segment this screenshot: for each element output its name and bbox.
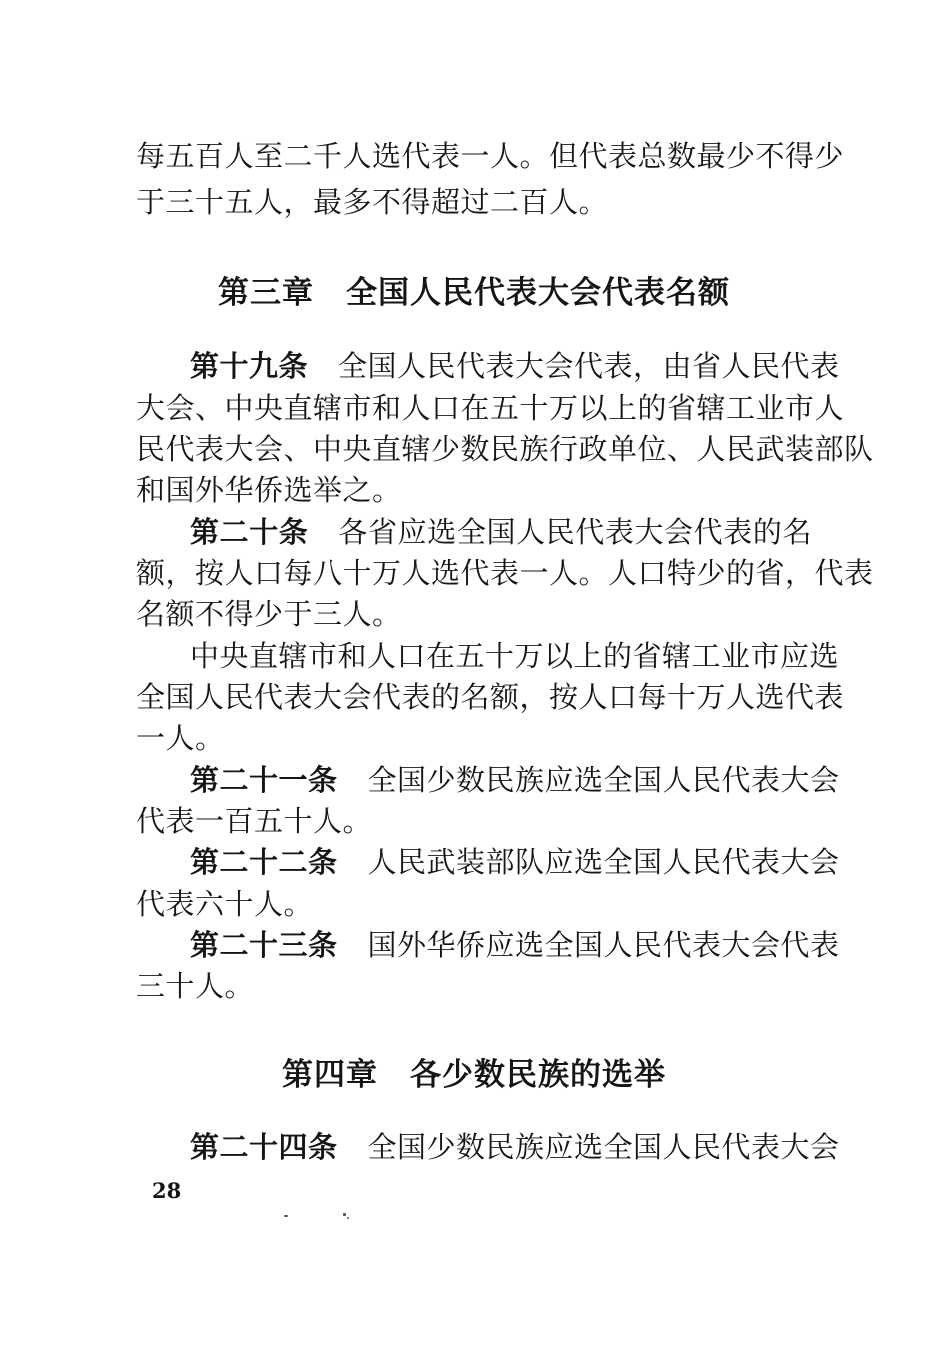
article-text: 全国人民代表大会代表，由省人民代表 <box>338 349 840 383</box>
article-label: 第二十三条 <box>190 928 338 962</box>
paragraph-line: 每五百人至二千人选代表一人。但代表总数最少不得少 <box>136 139 845 173</box>
article-line: 额，按人口每八十万人选代表一人。人口特少的省，代表 <box>136 556 874 590</box>
article-text: 各省应选全国人民代表大会代表的名 <box>338 515 812 549</box>
paragraph-line: 全国人民代表大会代表的名额，按人口每十万人选代表 <box>136 680 845 714</box>
article-text: 人民武装部队应选全国人民代表大会 <box>367 845 840 879</box>
article-line <box>190 512 812 552</box>
article-line: 名额不得少于三人。 <box>136 597 402 631</box>
article-text: 全国少数民族应选全国人民代表大会 <box>367 763 840 797</box>
article-line: 和国外华侨选举之。 <box>136 473 402 507</box>
article-line: 代表六十人。 <box>136 887 314 921</box>
article-line: 三十人。 <box>136 969 255 1003</box>
article-label: 第二十四条 <box>190 1130 338 1164</box>
article-label: 第二十一条 <box>190 763 338 797</box>
scan-speck <box>343 1213 346 1216</box>
article-label: 第二十条 <box>190 515 309 549</box>
article-line <box>190 346 840 386</box>
article-line <box>190 842 840 882</box>
article-text: 国外华侨应选全国人民代表大会代表 <box>367 928 840 962</box>
paragraph-line: 于三十五人，最多不得超过二百人。 <box>136 185 609 219</box>
article-label: 第十九条 <box>190 349 309 383</box>
scan-speck <box>347 1217 349 1219</box>
article-line <box>190 1127 840 1167</box>
paragraph-line: 一人。 <box>136 721 225 755</box>
chapter-heading: 第三章 全国人民代表大会代表名额 <box>218 275 730 311</box>
article-line: 代表一百五十人。 <box>136 804 373 838</box>
article-line: 民代表大会、中央直辖少数民族行政单位、人民武装部队 <box>136 432 874 466</box>
article-line <box>190 925 840 965</box>
paragraph-line: 中央直辖市和人口在五十万以上的省辖工业市应选 <box>190 639 840 673</box>
article-line <box>190 760 840 800</box>
article-line: 大会、中央直辖市和人口在五十万以上的省辖工业市人 <box>136 391 845 425</box>
article-label: 第二十二条 <box>190 845 338 879</box>
page-number: 28 <box>152 1178 182 1203</box>
scan-speck <box>284 1215 288 1217</box>
chapter-heading: 第四章 各少数民族的选举 <box>282 1057 666 1093</box>
article-text: 全国少数民族应选全国人民代表大会 <box>367 1130 840 1164</box>
